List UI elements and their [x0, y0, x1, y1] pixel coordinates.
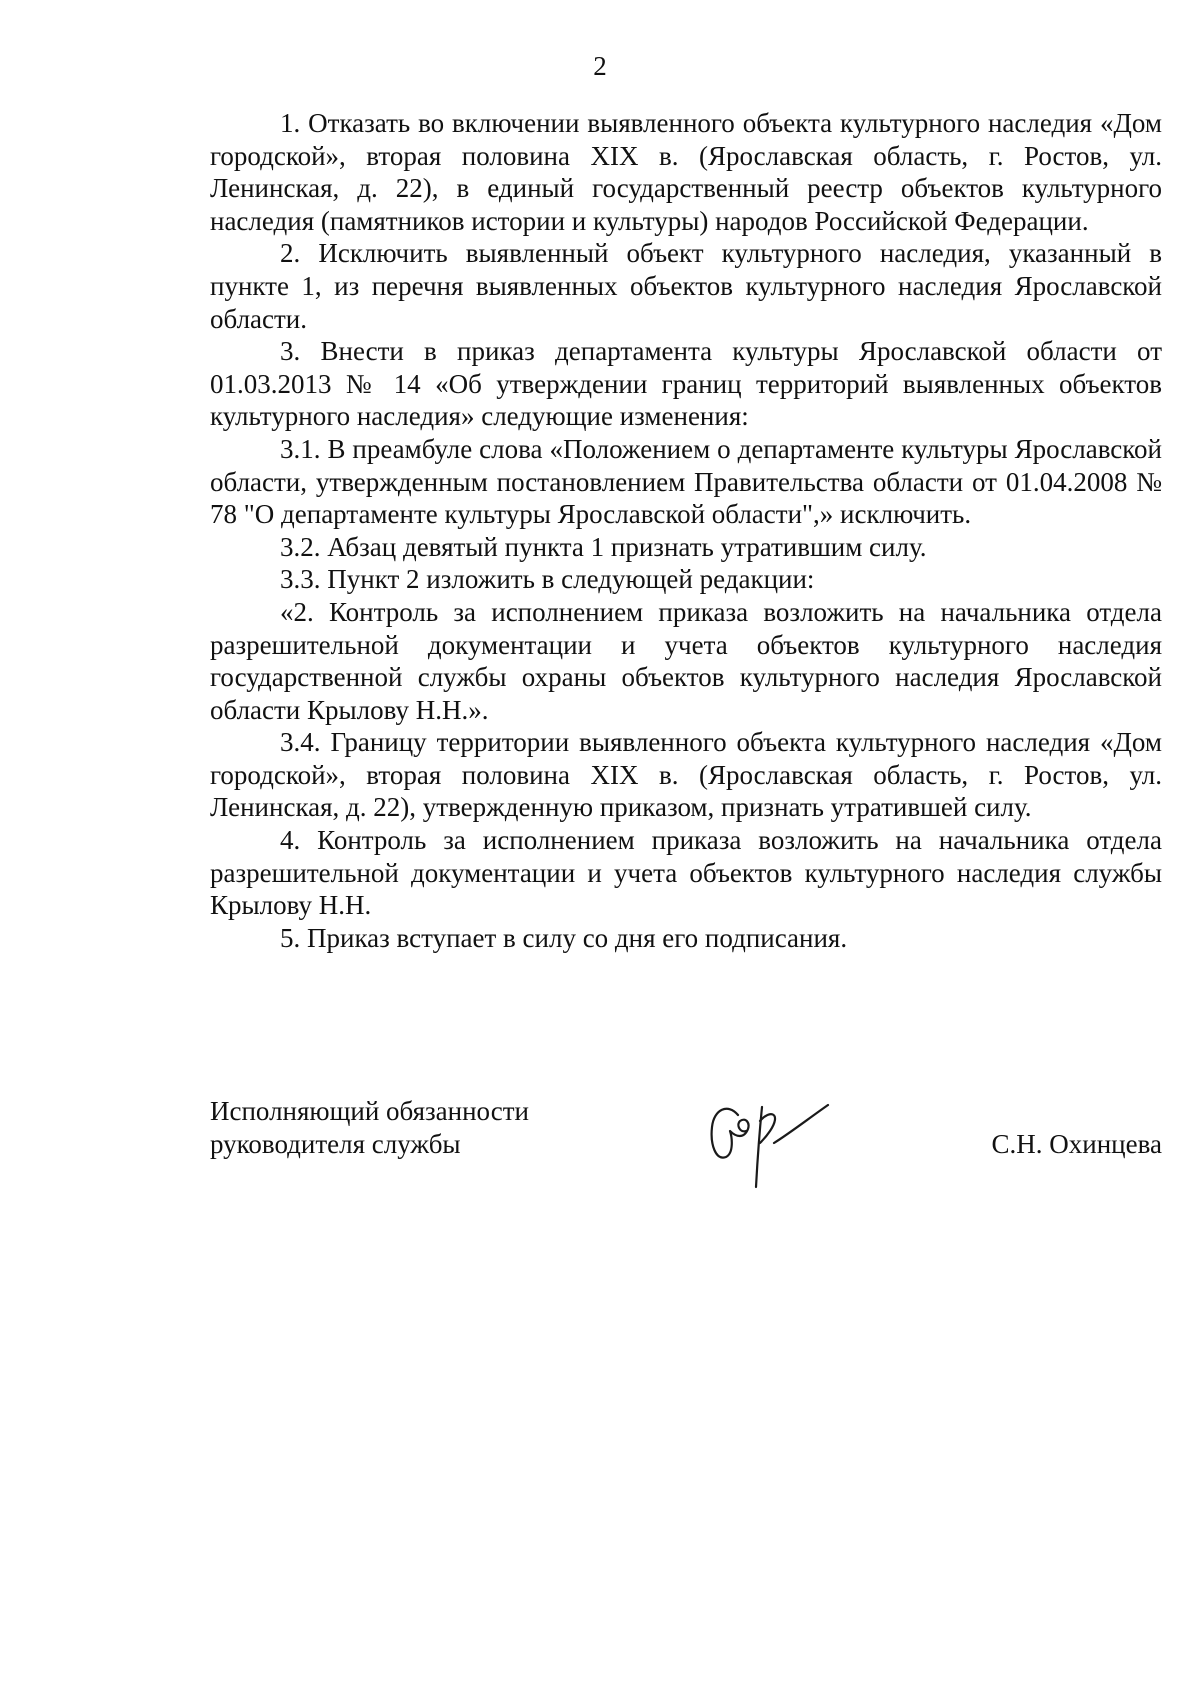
paragraph-3: 3. Внести в приказ департамента культуры Ярославской области от 01.03.2013 № 14 «Об утверждении границ территорий выявленных объектов культурного наследия» следующие изменения: — [210, 336, 1162, 432]
signatory-name: С.Н. Охинцева — [991, 1129, 1162, 1159]
signatory-title — [210, 1095, 529, 1160]
page-number: 2 — [593, 51, 607, 81]
paragraph-4: 4. Контроль за исполнением приказа возложить на начальника отдела разрешительной документации и учета объектов культурного наследия службы Крылову Н.Н. — [210, 825, 1162, 921]
signatory-title-line-2: руководителя службы — [210, 1128, 461, 1159]
paragraph-3-4: 3.4. Границу территории выявленного объекта культурного наследия «Дом городской», вторая половина XIX в. (Ярославская область, г. Ростов, ул. Ленинская, д. 22), утвержденную приказом, признать утратившей силу. — [210, 727, 1162, 823]
paragraph-3-2: 3.2. Абзац девятый пункта 1 признать утратившим силу. — [280, 531, 927, 562]
handwritten-signature — [700, 1087, 850, 1197]
signatory-title-line-1: Исполняющий обязанности — [210, 1096, 529, 1126]
paragraph-2: 2. Исключить выявленный объект культурного наследия, указанный в пункте 1, из перечня выявленных объектов культурного наследия Ярославской области. — [210, 238, 1162, 334]
paragraph-1: 1. Отказать во включении выявленного объекта культурного наследия «Дом городской», вторая половина XIX в. (Ярославская область, г. Ростов, ул. Ленинская, д. 22), в единый государственный реестр объектов культурного наследия (памятников истории и культуры) народов Российской Федерации. — [210, 108, 1162, 236]
signature-block — [210, 1095, 1162, 1185]
paragraph-quoted-item-2: «2. Контроль за исполнением приказа возложить на начальника отдела разрешительной документации и учета объектов культурного наследия государственной службы охраны объектов культурного наследия Ярославской области Крылову Н.Н.». — [210, 596, 1162, 725]
paragraph-5: 5. Приказ вступает в силу со дня его подписания. — [280, 922, 848, 953]
paragraph-3-1: 3.1. В преамбуле слова «Положением о департаменте культуры Ярославской области, утвержденным постановлением Правительства области от 01.04.2008 № 78 "О департаменте культуры Ярославской области",» исключить. — [210, 433, 1162, 530]
paragraph-3-3: 3.3. Пункт 2 изложить в следующей редакции: — [280, 564, 815, 595]
document-body — [210, 107, 1162, 954]
